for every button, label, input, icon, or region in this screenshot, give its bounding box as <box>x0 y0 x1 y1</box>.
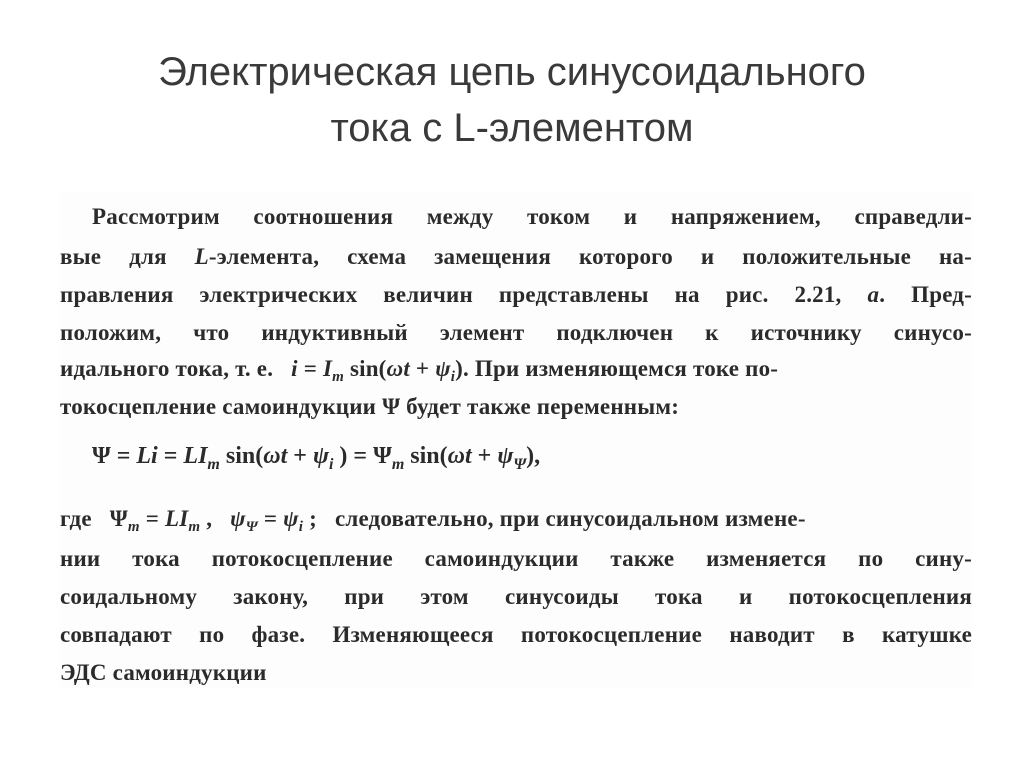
slide-title <box>0 44 1024 156</box>
text-line: вые для L-элемента, схема замещения которого и положительные на- <box>60 244 972 269</box>
text-line: идального тока, т. е. $i = I_m$ $\sin(\omega t + \psi_i)$. При изменяющемся токе по- <box>60 354 972 392</box>
text-line: Рассмотрим соотношения между током и напряжением, справедли- <box>92 204 972 229</box>
scanned-text-block <box>60 192 972 688</box>
text-line: правления электрических величин представлены на рис. 2.21, а. Пред- <box>60 282 972 307</box>
text-line: токосцепление самоиндукции Ψ будет также переменным: <box>60 394 680 419</box>
text-line: нии тока потокосцепление самоиндукции также изменяется по сину- <box>60 546 972 571</box>
flux-linkage-formula: $\Psi = Li = LI_m$ $\sin(\omega t + \psi_i$ ) = $\Psi_m$ $\sin(\omega t + \psi_\Psi)$, <box>92 443 541 473</box>
amplitude-formula: $\Psi_m = LI_m$ , $\psi_\Psi = \psi_i$ ; <box>109 506 317 535</box>
text-line: совпадают по фазе. Изменяющееся потокосцепление наводит в катушке <box>60 622 972 647</box>
title-line-1: Электрическая цепь синусоидального <box>158 50 866 94</box>
text-line: ЭДС самоиндукции <box>60 660 267 685</box>
current-formula: $i = I_m$ $\sin(\omega t + \psi_i)$ <box>291 356 464 385</box>
text-line: соидальному закону, при этом синусоиды тока и потокосцепления <box>60 584 972 609</box>
text-line: где $\Psi_m = LI_m$ , $\psi_\Psi = \psi_i$ ; следовательно, при синусоидальном измене- <box>60 504 972 542</box>
text-line: положим, что индуктивный элемент подключен к источнику синусо- <box>60 320 972 345</box>
title-line-2: тока с L-элементом <box>330 106 694 150</box>
